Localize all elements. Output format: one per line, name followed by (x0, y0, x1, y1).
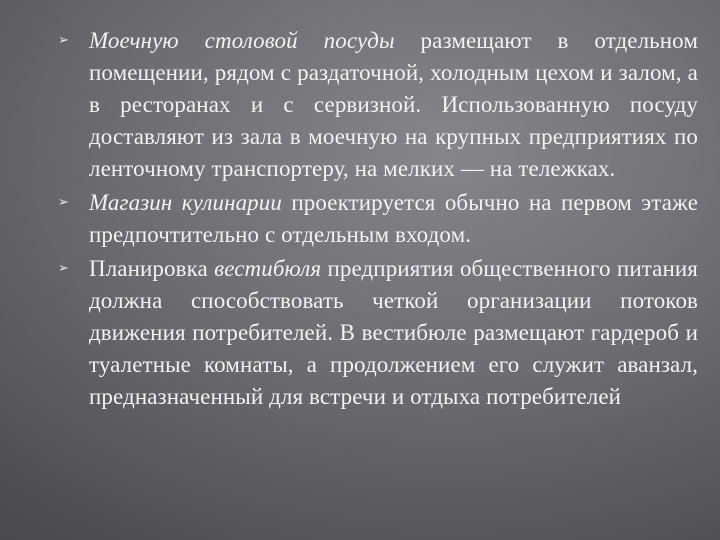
arrow-bullet-icon: ➢ (58, 195, 69, 210)
bullet-item-culinary-shop (58, 187, 698, 251)
arrow-bullet-icon: ➢ (58, 33, 69, 48)
bullet-item-dishwashing (58, 25, 698, 185)
lead-text: Планировка (89, 256, 215, 281)
body-text: проектируется обычно на первом этаже предпочтительно с отдельным входом. (89, 190, 698, 247)
bullet-list (58, 25, 698, 415)
bullet-item-vestibule (58, 253, 698, 413)
emphasis-text: Магазин кулинарии (89, 190, 282, 215)
body-text: размещают в отдельном помещении, рядом с раздаточной, холодным цехом и залом, а в ресторанах и с сервизной. Использованную посуду доставляют из зала в моечную на крупных предприятиях по ленточному транспортеру, на мелких — на тележках. (89, 28, 698, 181)
bullet-text (89, 253, 698, 413)
emphasis-text: вестибюля (214, 256, 322, 281)
body-text: предприятия общественного питания должна способствовать четкой организации потоков движения потребителей. В вестибюле размещают гардероб и туалетные комнаты, а продолжением его служит аванзал, предназначенный для встречи и отдыха потребителей (89, 256, 698, 409)
emphasis-text: Моечную столовой посуды (89, 28, 395, 53)
bullet-text (89, 187, 698, 251)
arrow-bullet-icon: ➢ (58, 261, 69, 276)
bullet-text (89, 25, 698, 185)
